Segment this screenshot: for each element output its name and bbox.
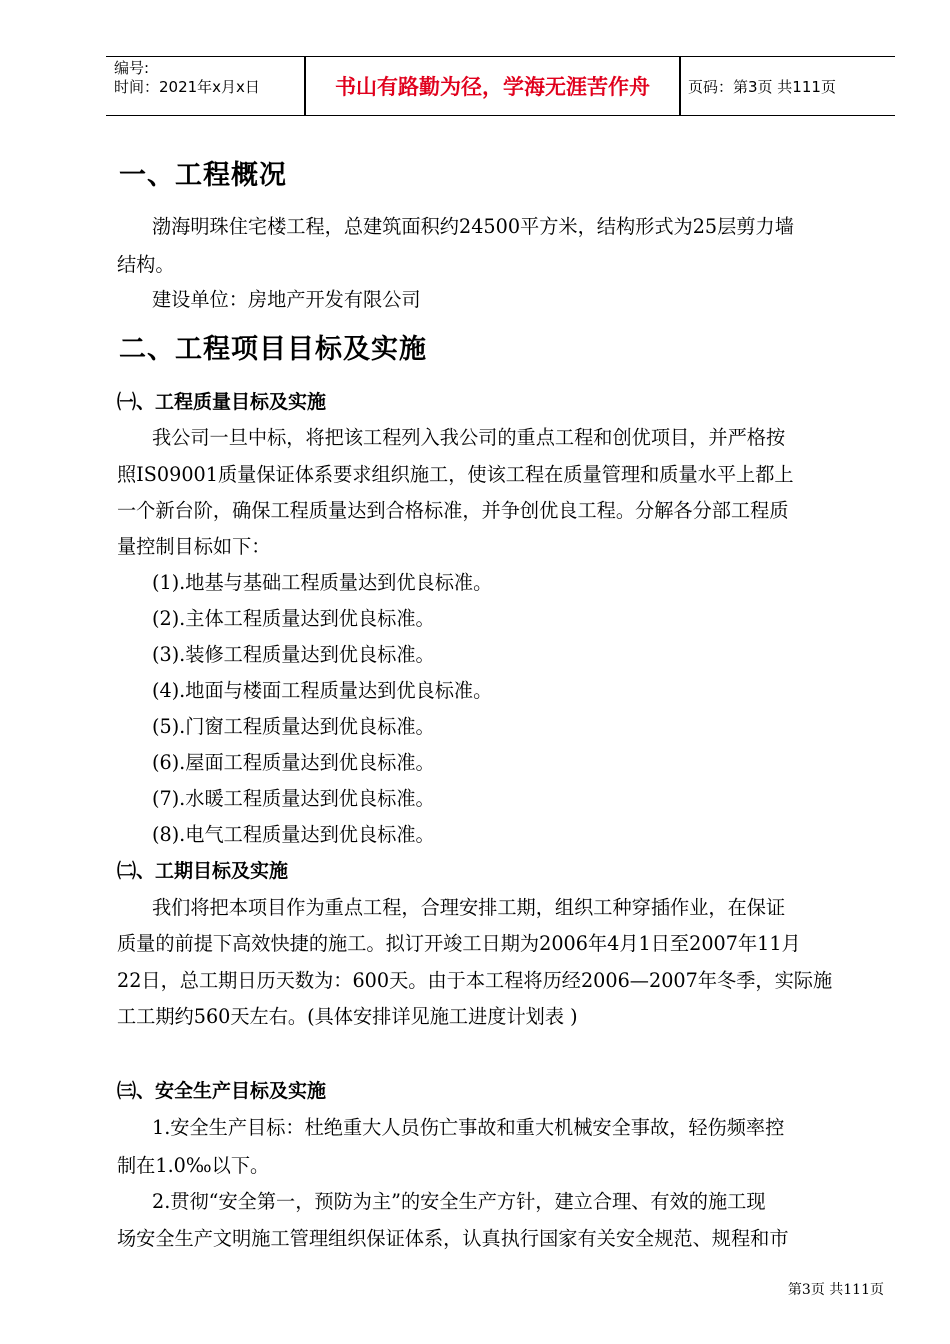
section-title-goals: 二、工程项目目标及实施 [119,334,427,365]
paragraph-line: 1.安全生产目标：杜绝重大人员伤亡事故和重大机械安全事故，轻伤频率控 [152,1116,785,1139]
header-divider [679,57,681,115]
paragraph-line: 结构。 [117,253,175,276]
list-item: (5).门窗工程质量达到优良标准。 [152,715,435,738]
list-item: (6).屋面工程质量达到优良标准。 [152,751,435,774]
page-header [106,56,895,116]
list-item: (8).电气工程质量达到优良标准。 [152,823,435,846]
subsection-title-safety: ㈢、安全生产目标及实施 [117,1080,327,1102]
paragraph-line: 渤海明珠住宅楼工程，总建筑面积约24500平方米，结构形式为25层剪力墙 [152,215,794,238]
list-item: (2).主体工程质量达到优良标准。 [152,607,435,630]
paragraph-line: 2.贯彻“安全第一，预防为主”的安全生产方针，建立合理、有效的施工现 [152,1190,766,1213]
paragraph-line: 场安全生产文明施工管理组织保证体系，认真执行国家有关安全规范、规程和市 [117,1227,789,1250]
document-date: 时间：2021年x月x日 [114,78,260,96]
paragraph-line: 制在1.0‰以下。 [117,1154,270,1177]
header-meta [114,59,260,97]
subsection-title-schedule: ㈡、工期目标及实施 [117,860,289,882]
paragraph-line: 建设单位：房地产开发有限公司 [152,288,421,311]
paragraph-line: 质量的前提下高效快捷的施工。拟订开竣工日期为2006年4月1日至2007年11月 [117,932,801,955]
section-title-overview: 一、工程概况 [119,160,287,191]
subsection-title-quality: ㈠、工程质量目标及实施 [117,391,327,413]
paragraph-line: 工工期约560天左右。(具体安排详见施工进度计划表 ) [117,1005,578,1028]
paragraph-line: 22日，总工期日历天数为：600天。由于本工程将历经2006—2007年冬季，实际施 [117,969,833,992]
list-item: (3).装修工程质量达到优良标准。 [152,643,435,666]
header-motto: 书山有路勤为径，学海无涯苦作舟 [335,75,650,99]
paragraph-line: 我们将把本项目作为重点工程，合理安排工期，组织工种穿插作业，在保证 [152,896,786,919]
list-item: (1).地基与基础工程质量达到优良标准。 [152,571,493,594]
document-number-label: 编号: [114,59,150,77]
paragraph-line: 我公司一旦中标，将把该工程列入我公司的重点工程和创优项目，并严格按 [152,426,786,449]
paragraph-line: 量控制目标如下： [117,535,271,558]
paragraph-line: 一个新台阶，确保工程质量达到合格标准，并争创优良工程。分解各分部工程质 [117,499,789,522]
list-item: (7).水暖工程质量达到优良标准。 [152,787,435,810]
page-footer: 第3页 共111页 [787,1282,884,1298]
list-item: (4).地面与楼面工程质量达到优良标准。 [152,679,493,702]
header-page-info: 页码：第3页 共111页 [688,77,836,96]
paragraph-line: 照IS09001质量保证体系要求组织施工，使该工程在质量管理和质量水平上都上 [117,463,794,486]
